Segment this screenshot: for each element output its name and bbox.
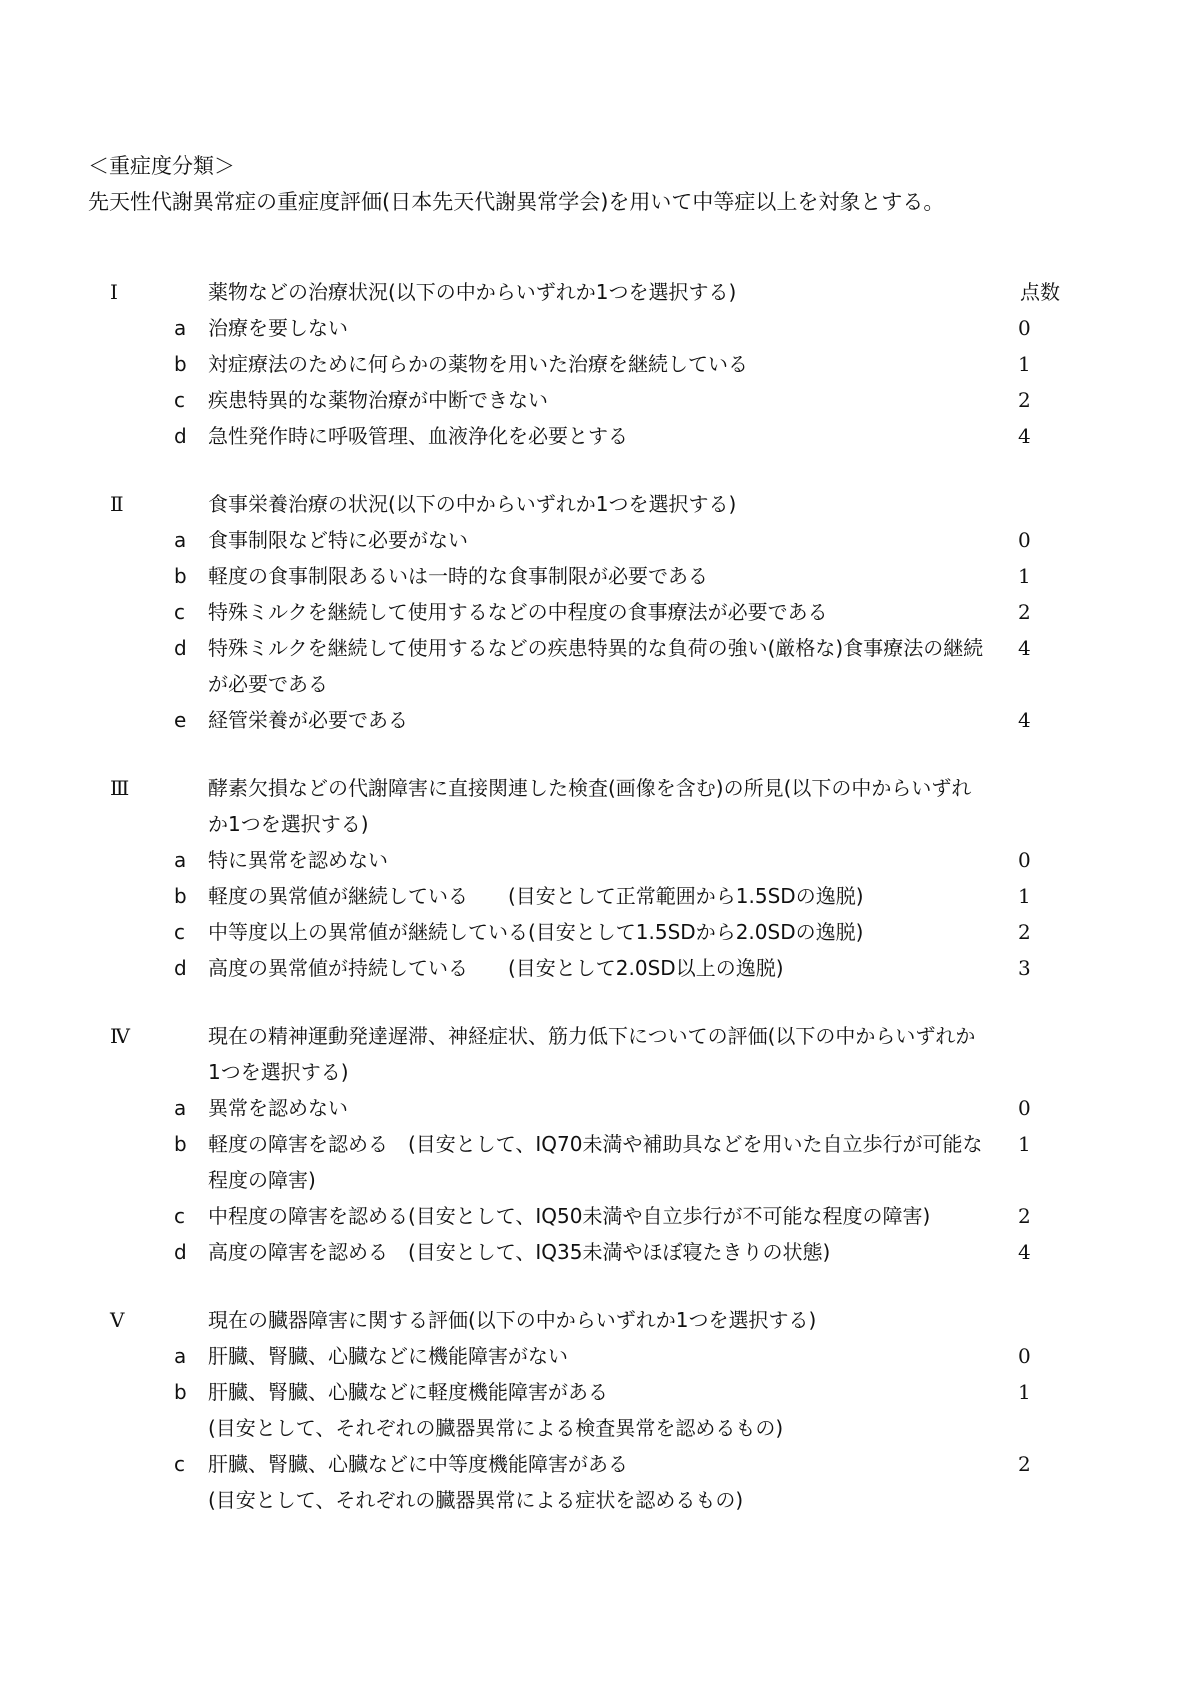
option-row [0,310,1181,346]
option-letter: b [174,564,187,588]
option-score: 4 [1018,424,1031,448]
option-row [0,1374,1181,1410]
option-row [0,950,1181,986]
option-letter: c [174,920,185,944]
option-letter: c [174,1204,185,1228]
option-text: 食事制限など特に必要がない [208,528,468,552]
option-score: 2 [1018,388,1031,412]
option-score: 0 [1018,316,1031,340]
option-letter: b [174,1132,187,1156]
option-text: 特殊ミルクを継続して使用するなどの疾患特異的な負荷の強い(厳格な)食事療法の継続が必要である [208,636,984,696]
criterion-numeral: Ⅴ [110,1308,125,1332]
criterion-numeral: Ⅳ [110,1024,130,1048]
option-score: 4 [1018,636,1031,660]
option-letter: b [174,352,187,376]
criterion-title-row [0,1018,1181,1090]
option-score: 2 [1018,1452,1031,1476]
option-letter: c [174,388,185,412]
option-score: 1 [1018,884,1031,908]
option-score: 4 [1018,1240,1031,1264]
option-row [0,1234,1181,1270]
option-letter: d [174,424,187,448]
option-row [0,1198,1181,1234]
option-score: 0 [1018,1344,1031,1368]
option-text: 肝臓、腎臓、心臓などに機能障害がない [208,1344,568,1368]
criterion-title-row [0,770,1181,842]
option-letter: b [174,1380,187,1404]
option-score: 0 [1018,528,1031,552]
option-text: 特に異常を認めない [208,848,388,872]
option-row [0,1090,1181,1126]
option-text: 中等度以上の異常値が継続している(目安として1.5SDから2.0SDの逸脱) [208,920,864,944]
option-letter: a [174,848,187,872]
criterion-numeral: Ⅲ [110,776,130,800]
option-score: 0 [1018,1096,1031,1120]
section-heading: ＜重症度分類＞ [88,154,235,178]
option-row [0,1446,1181,1482]
option-row [0,558,1181,594]
option-note: (目安として、それぞれの臓器異常による検査異常を認めるもの) [208,1416,784,1440]
criterion-title: 現在の臓器障害に関する評価(以下の中からいずれか1つを選択する) [208,1308,817,1332]
option-row [0,914,1181,950]
option-letter: e [174,708,187,732]
option-text: 肝臓、腎臓、心臓などに中等度機能障害がある [208,1452,628,1476]
option-letter: d [174,636,187,660]
criterion-title-row [0,1302,1181,1338]
option-text: 急性発作時に呼吸管理、血液浄化を必要とする [208,424,628,448]
option-score: 1 [1018,1380,1031,1404]
option-score: 0 [1018,848,1031,872]
option-text: 高度の障害を認める (目安として、IQ35未満やほぼ寝たきりの状態) [208,1240,831,1264]
option-letter: a [174,1344,187,1368]
option-text: 疾患特異的な薬物治療が中断できない [208,388,548,412]
intro-text: 先天性代謝異常症の重症度評価(日本先天代謝異常学会)を用いて中等症以上を対象とする。 [88,190,945,214]
option-text: 特殊ミルクを継続して使用するなどの中程度の食事療法が必要である [208,600,828,624]
option-row [0,702,1181,738]
criterion-title: 食事栄養治療の状況(以下の中からいずれか1つを選択する) [208,492,737,516]
criterion-numeral: Ⅱ [110,492,124,516]
option-row [0,522,1181,558]
criterion-section [0,1018,1181,1270]
option-row [0,878,1181,914]
criterion-title-row [0,486,1181,522]
criterion-section [0,770,1181,986]
option-score: 2 [1018,1204,1031,1228]
option-letter: a [174,528,187,552]
option-row [0,346,1181,382]
criterion-numeral: Ⅰ [110,280,118,304]
criterion-title-row [0,274,1181,310]
option-text: 高度の異常値が持続している (目安として2.0SD以上の逸脱) [208,956,784,980]
option-note-row [0,1482,1181,1518]
criterion-section [0,274,1181,454]
option-row [0,418,1181,454]
option-row [0,630,1181,702]
option-text: 異常を認めない [208,1096,348,1120]
option-score: 3 [1018,956,1031,980]
option-row [0,842,1181,878]
option-text: 治療を要しない [208,316,348,340]
option-score: 1 [1018,352,1031,376]
option-text: 軽度の異常値が継続している (目安として正常範囲から1.5SDの逸脱) [208,884,864,908]
option-note: (目安として、それぞれの臓器異常による症状を認めるもの) [208,1488,744,1512]
option-text: 中程度の障害を認める(目安として、IQ50未満や自立歩行が不可能な程度の障害) [208,1204,931,1228]
option-row [0,1338,1181,1374]
option-letter: c [174,600,185,624]
option-score: 1 [1018,564,1031,588]
option-text: 肝臓、腎臓、心臓などに軽度機能障害がある [208,1380,608,1404]
option-row [0,382,1181,418]
criterion-title: 薬物などの治療状況(以下の中からいずれか1つを選択する) [208,280,737,304]
option-text: 軽度の障害を認める (目安として、IQ70未満や補助具などを用いた自立歩行が可能な程度の障害) [208,1132,983,1192]
option-score: 4 [1018,708,1031,732]
option-letter: c [174,1452,185,1476]
criterion-title: 現在の精神運動発達遅滞、神経症状、筋力低下についての評価(以下の中からいずれか1つを選択する) [208,1024,976,1084]
criterion-section [0,1302,1181,1518]
option-score: 1 [1018,1132,1031,1156]
option-text: 軽度の食事制限あるいは一時的な食事制限が必要である [208,564,708,588]
criterion-section [0,486,1181,738]
option-row [0,594,1181,630]
option-text: 対症療法のために何らかの薬物を用いた治療を継続している [208,352,748,376]
option-letter: b [174,884,187,908]
option-score: 2 [1018,920,1031,944]
criterion-title: 酵素欠損などの代謝障害に直接関連した検査(画像を含む)の所見(以下の中からいずれか1つを選択する) [208,776,972,836]
option-letter: d [174,956,187,980]
option-row [0,1126,1181,1198]
option-score: 2 [1018,600,1031,624]
option-text: 経管栄養が必要である [208,708,408,732]
severity-list [0,274,1181,1550]
option-letter: d [174,1240,187,1264]
option-letter: a [174,316,187,340]
option-note-row [0,1410,1181,1446]
option-letter: a [174,1096,187,1120]
score-header: 点数 [1020,280,1060,304]
